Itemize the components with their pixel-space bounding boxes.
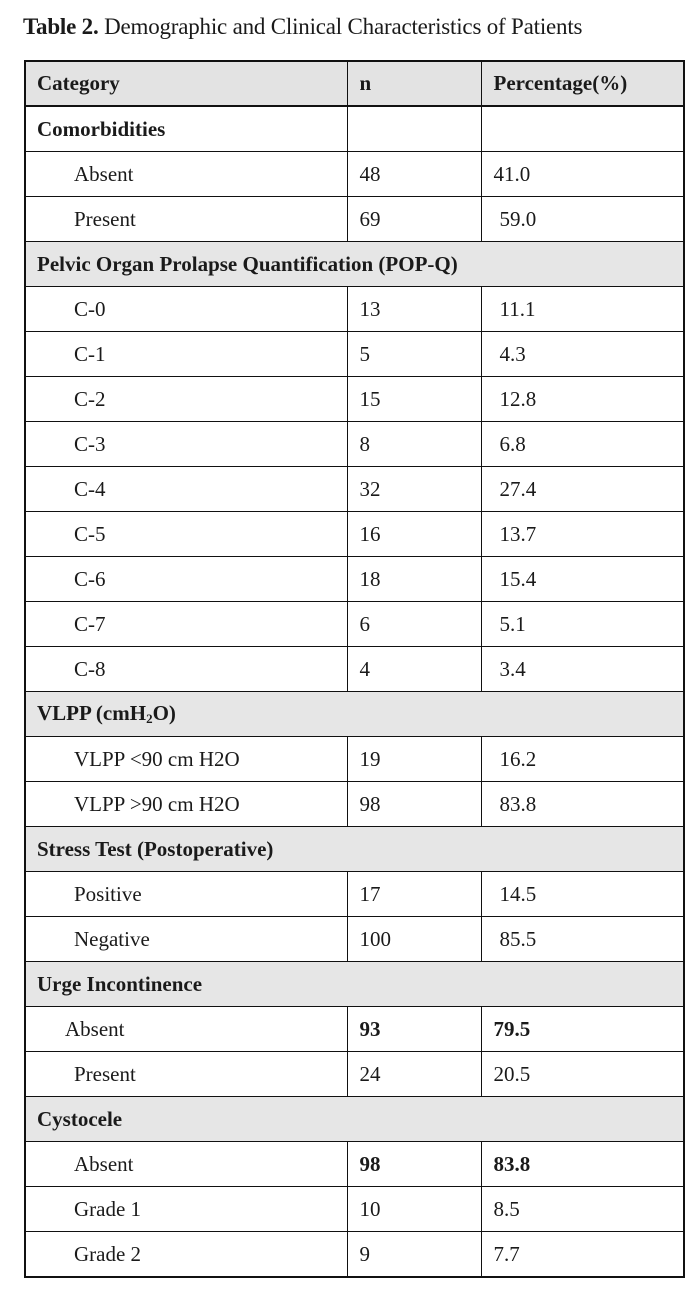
section-title: Urge Incontinence: [25, 962, 684, 1007]
row-label: C-8: [25, 647, 347, 692]
row-label: Grade 2: [25, 1232, 347, 1278]
row-percentage: 14.5: [481, 872, 684, 917]
table-caption: [23, 14, 582, 40]
row-percentage: 4.3: [481, 332, 684, 377]
section-title-prefix: VLPP (cmH: [37, 701, 147, 725]
row-n: 6: [347, 602, 481, 647]
row-n: 5: [347, 332, 481, 377]
table-row: [25, 917, 684, 962]
row-label: C-4: [25, 467, 347, 512]
characteristics-table: [24, 60, 685, 1278]
row-percentage: 7.7: [481, 1232, 684, 1278]
row-label: C-6: [25, 557, 347, 602]
table-row: [25, 422, 684, 467]
row-percentage: 12.8: [481, 377, 684, 422]
row-n: 100: [347, 917, 481, 962]
row-label: Present: [25, 197, 347, 242]
section-title: [25, 692, 684, 737]
row-label: Absent: [25, 152, 347, 197]
row-label: C-0: [25, 287, 347, 332]
section-row-popq: [25, 242, 684, 287]
row-percentage: 83.8: [481, 782, 684, 827]
row-n: 9: [347, 1232, 481, 1278]
row-label: VLPP >90 cm H2O: [25, 782, 347, 827]
row-percentage: 20.5: [481, 1052, 684, 1097]
row-percentage: 13.7: [481, 512, 684, 557]
table-row: [25, 197, 684, 242]
table-row: [25, 467, 684, 512]
table-title: Demographic and Clinical Characteristics of Patients: [98, 14, 583, 39]
row-percentage: 3.4: [481, 647, 684, 692]
table-row: [25, 512, 684, 557]
table-row: [25, 1187, 684, 1232]
row-percentage: 6.8: [481, 422, 684, 467]
row-percentage: 11.1: [481, 287, 684, 332]
row-label: C-7: [25, 602, 347, 647]
table-row: [25, 557, 684, 602]
table-header-row: [25, 61, 684, 106]
row-n: 17: [347, 872, 481, 917]
row-percentage: 15.4: [481, 557, 684, 602]
table-row: [25, 332, 684, 377]
row-n: 98: [347, 782, 481, 827]
row-percentage: 8.5: [481, 1187, 684, 1232]
row-n: 98: [347, 1142, 481, 1187]
row-label: C-3: [25, 422, 347, 467]
column-header-category: Category: [25, 61, 347, 106]
section-row-cystocele: [25, 1097, 684, 1142]
section-title: Comorbidities: [25, 106, 347, 152]
row-n: 18: [347, 557, 481, 602]
row-n: 10: [347, 1187, 481, 1232]
table-row: [25, 1007, 684, 1052]
row-percentage: 85.5: [481, 917, 684, 962]
table-row: [25, 737, 684, 782]
row-percentage: 16.2: [481, 737, 684, 782]
row-n: 4: [347, 647, 481, 692]
table-row: [25, 782, 684, 827]
section-row-stress-test: [25, 827, 684, 872]
table-row: [25, 1142, 684, 1187]
row-percentage: 27.4: [481, 467, 684, 512]
row-label: C-1: [25, 332, 347, 377]
row-percentage: 59.0: [481, 197, 684, 242]
table-row: [25, 152, 684, 197]
table-row: [25, 1052, 684, 1097]
row-n: 8: [347, 422, 481, 467]
row-n: 24: [347, 1052, 481, 1097]
table-row: [25, 602, 684, 647]
row-label: VLPP <90 cm H2O: [25, 737, 347, 782]
section-title: Pelvic Organ Prolapse Quantification (POP-Q): [25, 242, 684, 287]
empty-cell: [481, 106, 684, 152]
row-n: 48: [347, 152, 481, 197]
table-row: [25, 647, 684, 692]
section-title-subscript: 2: [146, 711, 153, 726]
empty-cell: [347, 106, 481, 152]
row-label: Negative: [25, 917, 347, 962]
row-n: 19: [347, 737, 481, 782]
row-percentage: 83.8: [481, 1142, 684, 1187]
row-label: Absent: [25, 1142, 347, 1187]
row-percentage: 41.0: [481, 152, 684, 197]
row-label: Positive: [25, 872, 347, 917]
row-label: C-5: [25, 512, 347, 557]
section-row-urge-incontinence: [25, 962, 684, 1007]
row-n: 15: [347, 377, 481, 422]
row-label: Present: [25, 1052, 347, 1097]
row-percentage: 79.5: [481, 1007, 684, 1052]
section-title: Stress Test (Postoperative): [25, 827, 684, 872]
row-percentage: 5.1: [481, 602, 684, 647]
section-title: Cystocele: [25, 1097, 684, 1142]
table-number: Table 2.: [23, 14, 99, 39]
row-n: 93: [347, 1007, 481, 1052]
row-n: 69: [347, 197, 481, 242]
table-row: [25, 287, 684, 332]
row-n: 32: [347, 467, 481, 512]
column-header-n: n: [347, 61, 481, 106]
section-row-vlpp: [25, 692, 684, 737]
table-row: [25, 377, 684, 422]
table-row: [25, 872, 684, 917]
row-label: Grade 1: [25, 1187, 347, 1232]
row-label: C-2: [25, 377, 347, 422]
column-header-percentage: Percentage(%): [481, 61, 684, 106]
section-row-comorbidities: [25, 106, 684, 152]
row-n: 13: [347, 287, 481, 332]
row-n: 16: [347, 512, 481, 557]
row-label: Absent: [25, 1007, 347, 1052]
section-title-suffix: O): [152, 701, 176, 725]
table-row: [25, 1232, 684, 1278]
